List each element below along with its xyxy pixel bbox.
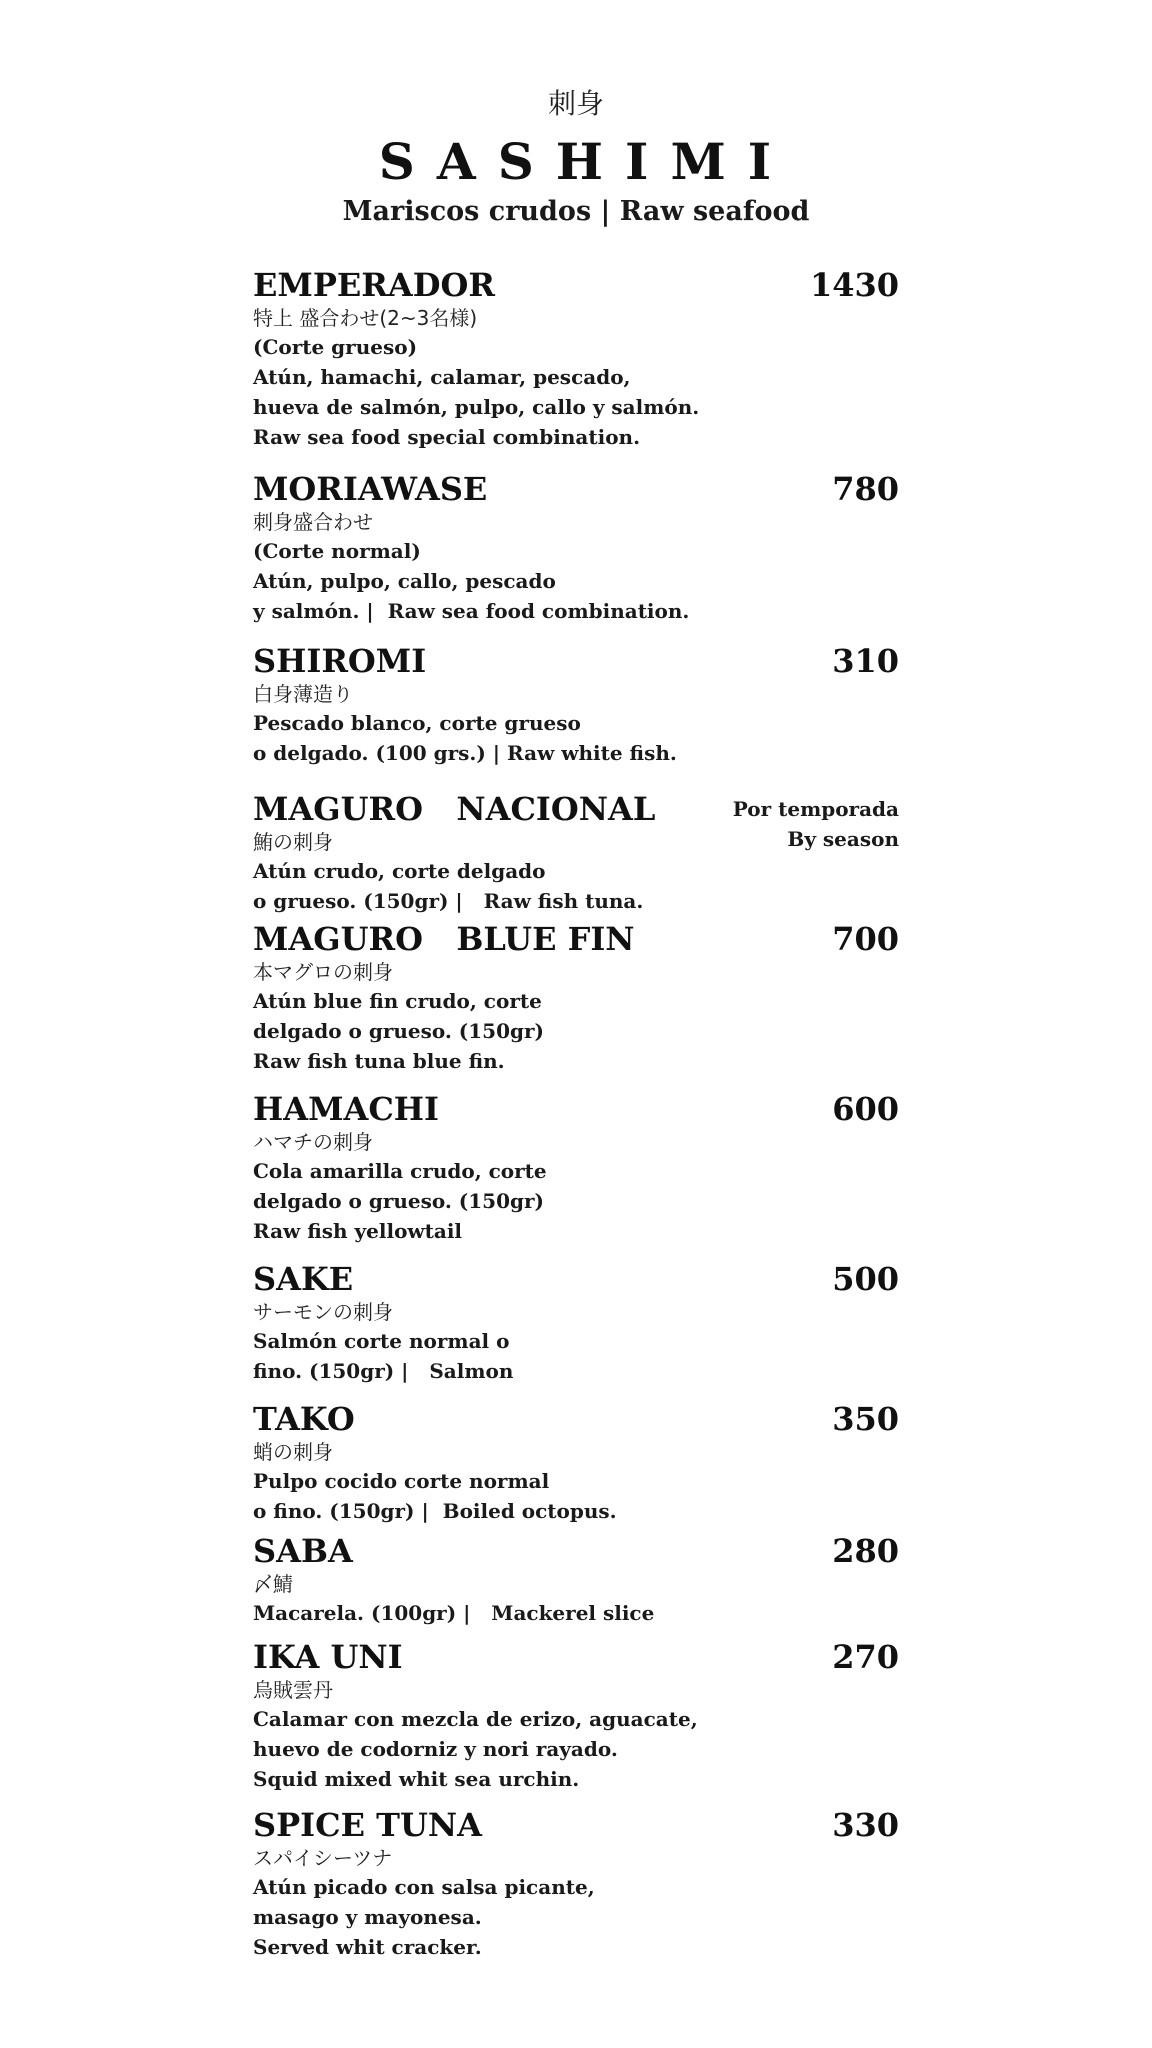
item-price: 310 xyxy=(832,642,899,680)
menu-item-shiromi xyxy=(253,642,899,768)
item-description-line: Atún blue fin crudo, corte xyxy=(253,989,542,1013)
item-japanese-name: 本マグロの刺身 xyxy=(253,960,393,984)
item-description-line: o delgado. (100 grs.) | Raw white fish. xyxy=(253,741,677,765)
item-description-line: Salmón corte normal o xyxy=(253,1329,510,1353)
item-description-line: masago y mayonesa. xyxy=(253,1905,482,1929)
menu-item-sake xyxy=(253,1260,899,1386)
item-description-line: delgado o grueso. (150gr) xyxy=(253,1189,544,1213)
menu-item-spice-tuna xyxy=(253,1806,899,1962)
price-seasonal-es: Por temporada xyxy=(732,797,899,821)
item-description-line: y salmón. | Raw sea food combination. xyxy=(253,599,690,623)
item-price: 700 xyxy=(832,920,899,958)
item-japanese-name: 刺身盛合わせ xyxy=(253,510,373,534)
item-japanese-name: サーモンの刺身 xyxy=(253,1300,393,1324)
item-description-line: o grueso. (150gr) | Raw fish tuna. xyxy=(253,889,644,913)
item-name: SHIROMI xyxy=(253,642,427,680)
item-japanese-name: 蛸の刺身 xyxy=(253,1440,333,1464)
item-description-line: delgado o grueso. (150gr) xyxy=(253,1019,544,1043)
menu-item-tako xyxy=(253,1400,899,1526)
item-description-line: Pulpo cocido corte normal xyxy=(253,1469,550,1493)
menu-item-moriawase xyxy=(253,470,899,626)
item-description-line: huevo de codorniz y nori rayado. xyxy=(253,1737,618,1761)
item-description-line: fino. (150gr) | Salmon xyxy=(253,1359,514,1383)
price-seasonal-en: By season xyxy=(787,827,899,851)
item-japanese-name: 特上 盛合わせ(2~3名様) xyxy=(253,306,478,330)
item-description-line: Pescado blanco, corte grueso xyxy=(253,711,581,735)
item-description-line: Squid mixed whit sea urchin. xyxy=(253,1767,580,1791)
item-price: 600 xyxy=(832,1090,899,1128)
item-price-seasonal xyxy=(733,794,899,854)
section-title: SASHIMI xyxy=(378,132,794,191)
item-name: SAKE xyxy=(253,1260,354,1298)
item-japanese-name: スパイシーツナ xyxy=(253,1846,393,1870)
item-price: 1430 xyxy=(809,266,899,304)
item-description-line: Atún picado con salsa picante, xyxy=(253,1875,595,1899)
item-japanese-name: 鮪の刺身 xyxy=(253,830,333,854)
menu-item-maguro-nacional xyxy=(253,790,899,916)
item-name: SABA xyxy=(253,1532,353,1570)
item-japanese-name: 〆鯖 xyxy=(253,1572,293,1596)
item-description-line: Cola amarilla crudo, corte xyxy=(253,1159,547,1183)
item-name: MORIAWASE xyxy=(253,470,488,508)
item-description-line: Raw fish tuna blue fin. xyxy=(253,1049,505,1073)
item-price: 500 xyxy=(832,1260,899,1298)
item-description-line: Raw sea food special combination. xyxy=(253,425,641,449)
item-price: 270 xyxy=(832,1638,899,1676)
item-description-line: Atún, hamachi, calamar, pescado, xyxy=(253,365,631,389)
item-description-line: hueva de salmón, pulpo, callo y salmón. xyxy=(253,395,700,419)
item-japanese-name: ハマチの刺身 xyxy=(253,1130,373,1154)
menu-item-ika-uni xyxy=(253,1638,899,1794)
item-price: 330 xyxy=(832,1806,899,1844)
item-price: 280 xyxy=(832,1532,899,1570)
menu-item-hamachi xyxy=(253,1090,899,1246)
item-description-line: Calamar con mezcla de erizo, aguacate, xyxy=(253,1707,698,1731)
section-kanji-title: 刺身 xyxy=(547,87,604,120)
item-price: 780 xyxy=(832,470,899,508)
item-description-line: o fino. (150gr) | Boiled octopus. xyxy=(253,1499,617,1523)
item-name: MAGURO BLUE FIN xyxy=(253,920,635,958)
item-japanese-name: 烏賊雲丹 xyxy=(253,1678,333,1702)
item-description-line: (Corte grueso) xyxy=(253,335,418,359)
item-japanese-name: 白身薄造り xyxy=(253,682,353,706)
item-description-line: Served whit cracker. xyxy=(253,1935,482,1959)
menu-item-saba xyxy=(253,1532,899,1628)
item-name: MAGURO NACIONAL xyxy=(253,790,656,828)
item-name: IKA UNI xyxy=(253,1638,403,1676)
item-description-line: Macarela. (100gr) | Mackerel slice xyxy=(253,1601,655,1625)
item-description-line: Atún, pulpo, callo, pescado xyxy=(253,569,556,593)
item-name: TAKO xyxy=(253,1400,355,1438)
section-subtitle: Mariscos crudos | Raw seafood xyxy=(342,196,810,227)
item-name: HAMACHI xyxy=(253,1090,439,1128)
item-description-line: Atún crudo, corte delgado xyxy=(253,859,546,883)
item-price: 350 xyxy=(832,1400,899,1438)
item-name: EMPERADOR xyxy=(253,266,495,304)
item-description-line: Raw fish yellowtail xyxy=(253,1219,463,1243)
menu-item-emperador xyxy=(253,266,899,452)
item-description-line: (Corte normal) xyxy=(253,539,421,563)
menu-item-maguro-blue-fin xyxy=(253,920,899,1076)
item-name: SPICE TUNA xyxy=(253,1806,482,1844)
